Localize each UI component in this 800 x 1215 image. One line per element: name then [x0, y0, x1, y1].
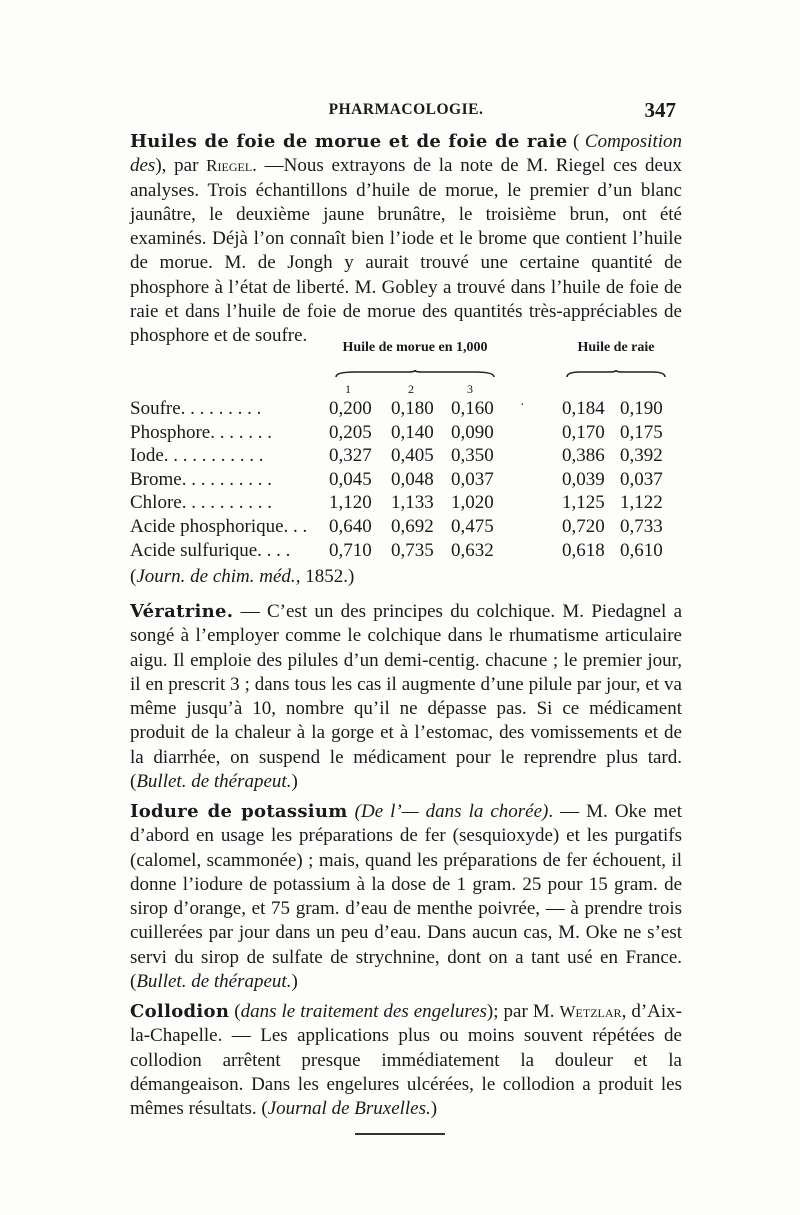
iodure-paragraph: [130, 800, 682, 994]
iodure-ref-close: ): [291, 971, 298, 993]
table-source: [130, 566, 354, 588]
brace-morue: [335, 370, 495, 378]
veratrine-ref-close: ): [291, 771, 298, 793]
analysis-table: [130, 340, 682, 590]
brace-raie: [566, 370, 666, 378]
collodion-subtitle-open: (: [229, 1001, 241, 1022]
group-header-morue: Huile de morue en 1,000: [342, 340, 488, 355]
cell-r2: 1,122: [620, 492, 663, 514]
collodion-subtitle: dans le traitement des engelures: [240, 1001, 487, 1022]
cell-m2: 0,180: [391, 398, 434, 419]
collodion-ref: Journal de Bruxelles.: [267, 1098, 431, 1120]
cell-m3: 0,090: [451, 421, 494, 443]
cell-r1: 0,618: [562, 539, 605, 561]
huiles-paragraph: [130, 130, 682, 349]
cell-r2: 0,037: [620, 468, 663, 490]
group-header-raie: Huile de raie: [577, 340, 655, 355]
running-head: [130, 98, 682, 131]
col-number-3: 3: [467, 382, 473, 396]
row-label: Iode. . . . . . . . . . .: [130, 445, 264, 467]
cell-m1: 0,640: [329, 516, 372, 537]
huiles-subtitle-close: ), par: [155, 155, 207, 177]
table-row: [130, 540, 682, 562]
table-row: [130, 469, 682, 491]
cell-r2: 0,392: [620, 445, 663, 467]
row-label: Chlore. . . . . . . . . .: [130, 492, 272, 514]
veratrine-paragraph: [130, 600, 682, 794]
row-label: Phosphore. . . . . . .: [130, 421, 272, 443]
cell-r1: 0,386: [562, 445, 605, 467]
table-row: [130, 492, 682, 514]
cell-r2: 0,610: [620, 539, 663, 561]
table-row: [130, 516, 682, 538]
section-veratrine: [130, 600, 682, 794]
veratrine-heading: Vératrine.: [130, 601, 234, 622]
iodure-ref: Bullet. de thérapeut.: [136, 971, 292, 993]
huiles-heading: Huiles de foie de morue et de foie de raie: [130, 131, 568, 152]
cell-m2: 0,405: [391, 445, 434, 467]
cell-m3: 0,160: [451, 398, 494, 419]
row-label: Soufre. . . . . . . . .: [130, 398, 262, 419]
huiles-subtitle: Composition des: [130, 131, 683, 177]
cell-m3: 1,020: [451, 492, 494, 514]
row-label: Acide sulfurique. . . .: [130, 539, 291, 561]
source-open: (: [130, 566, 137, 587]
cell-m1: 1,120: [329, 492, 372, 514]
collodion-ref-close: ): [430, 1098, 438, 1120]
cell-m2: 0,692: [391, 516, 434, 537]
col-number-1: 1: [345, 382, 351, 396]
col-number-2: 2: [408, 382, 414, 396]
table-row: [130, 398, 682, 420]
section-collodion: [130, 1000, 682, 1121]
veratrine-ref: Bullet. de thérapeut.: [136, 771, 292, 793]
huiles-subtitle-open: (: [567, 131, 585, 152]
source-journal: Journ. de chim. méd.: [136, 566, 296, 587]
cell-r1: 0,184: [562, 398, 605, 419]
source-close: , 1852.): [295, 566, 355, 587]
huiles-author: Riegel: [206, 156, 253, 176]
huiles-body: . —Nous extrayons de la note de M. Riegel ces deux analyses. Trois échantillons d’huile de morue, le premier d’un blanc jaunâtre, le deuxième jaune brunâtre, le troisième brun, ont été examinés. Déjà l’on connaît bien l’iode et le brome que contient l’huile de morue. M. de Jongh y aurait trouvé une certaine quantité de phosphore à l’état de liberté. M. Gobley a trouvé dans l’huile de foie de raie et dans l’huile de foie de morue des quantités très-appréciables de phosphore et de soufre.: [130, 155, 682, 347]
cell-m1: 0,327: [329, 445, 372, 467]
cell-m3: 0,475: [451, 516, 494, 537]
row-label: Brome. . . . . . . . . .: [130, 468, 272, 490]
cell-r2: 0,175: [620, 421, 663, 443]
cell-m1: 0,200: [329, 398, 372, 419]
cell-r1: 0,170: [562, 421, 605, 443]
cell-m2: 0,048: [391, 468, 434, 490]
row-label: Acide phosphorique. . .: [130, 516, 308, 537]
cell-m3: 0,632: [451, 539, 494, 561]
iodure-heading: Iodure de potassium: [130, 801, 348, 822]
cell-r2: 0,190: [620, 398, 663, 419]
collodion-author: Wetzlar: [559, 1002, 622, 1021]
section-iodure: [130, 800, 682, 994]
page-number: 347: [644, 98, 676, 122]
row-bullet: ·: [520, 398, 525, 413]
cell-m1: 0,710: [329, 539, 372, 561]
cell-m1: 0,045: [329, 468, 372, 490]
cell-r1: 0,720: [562, 516, 605, 537]
table-row: [130, 445, 682, 467]
section-huiles: [130, 130, 682, 349]
veratrine-body: — C’est un des principes du colchique. M. Piedagnel a songé à l’employer comme le colchique dans le rhumatisme articulaire aigu. Il emploie des pilules d’un demi-centig. chacune ; le premier jour, il en prescrit 3 ; dans tous les cas il augmente d’une pilule par jour, et va même jusqu’à 10, nombre qu’il ne dépasse pas. Si ce médicament produit de la chaleur à la gorge et à l’estomac, des vomissements et de la diarrhée, on suspend le médicament pour le reprendre plus tard. (: [130, 601, 682, 793]
table-row: [130, 422, 682, 444]
cell-m2: 0,140: [391, 421, 434, 443]
collodion-body: , d’Aix-la-Chapelle. — Les applications plus ou moins souvent répétées de collodion arrêtent presque immédiatement la douleur et la démangeaison. Dans les engelures ulcérées, le collodion a produit les mêmes résultats. (: [130, 1001, 682, 1120]
cell-m1: 0,205: [329, 421, 372, 443]
cell-m3: 0,350: [451, 445, 494, 467]
cell-m2: 1,133: [391, 492, 434, 514]
collodion-paragraph: [130, 1000, 682, 1121]
cell-r1: 0,039: [562, 468, 605, 490]
end-rule: [355, 1133, 445, 1135]
iodure-subtitle: (De l’— dans la chorée): [347, 801, 549, 822]
running-title: PHARMACOLOGIE.: [328, 101, 484, 118]
cell-m3: 0,037: [451, 468, 494, 490]
iodure-body: . — M. Oke met d’abord en usage les préparations de fer (sesquioxyde) et les purgatifs (calomel, scammonée) ; mais, quand les préparations de fer échouent, il donne l’iodure de potassium à la dose de 1 gram. 25 pour 15 gram. de sirop d’orange, et 75 gram. d’eau de menthe poivrée, — à prendre trois cuillerées par jour dans un peu d’eau. Dans aucun cas, M. Oke ne s’est servi du sirop de sulfate de strychnine, dont on a tant usé en France. (: [130, 801, 682, 993]
cell-r1: 1,125: [562, 492, 605, 514]
collodion-subtitle-close: ); par M.: [486, 1001, 560, 1022]
collodion-heading: Collodion: [130, 1001, 230, 1022]
cell-m2: 0,735: [391, 539, 434, 561]
cell-r2: 0,733: [620, 516, 663, 537]
